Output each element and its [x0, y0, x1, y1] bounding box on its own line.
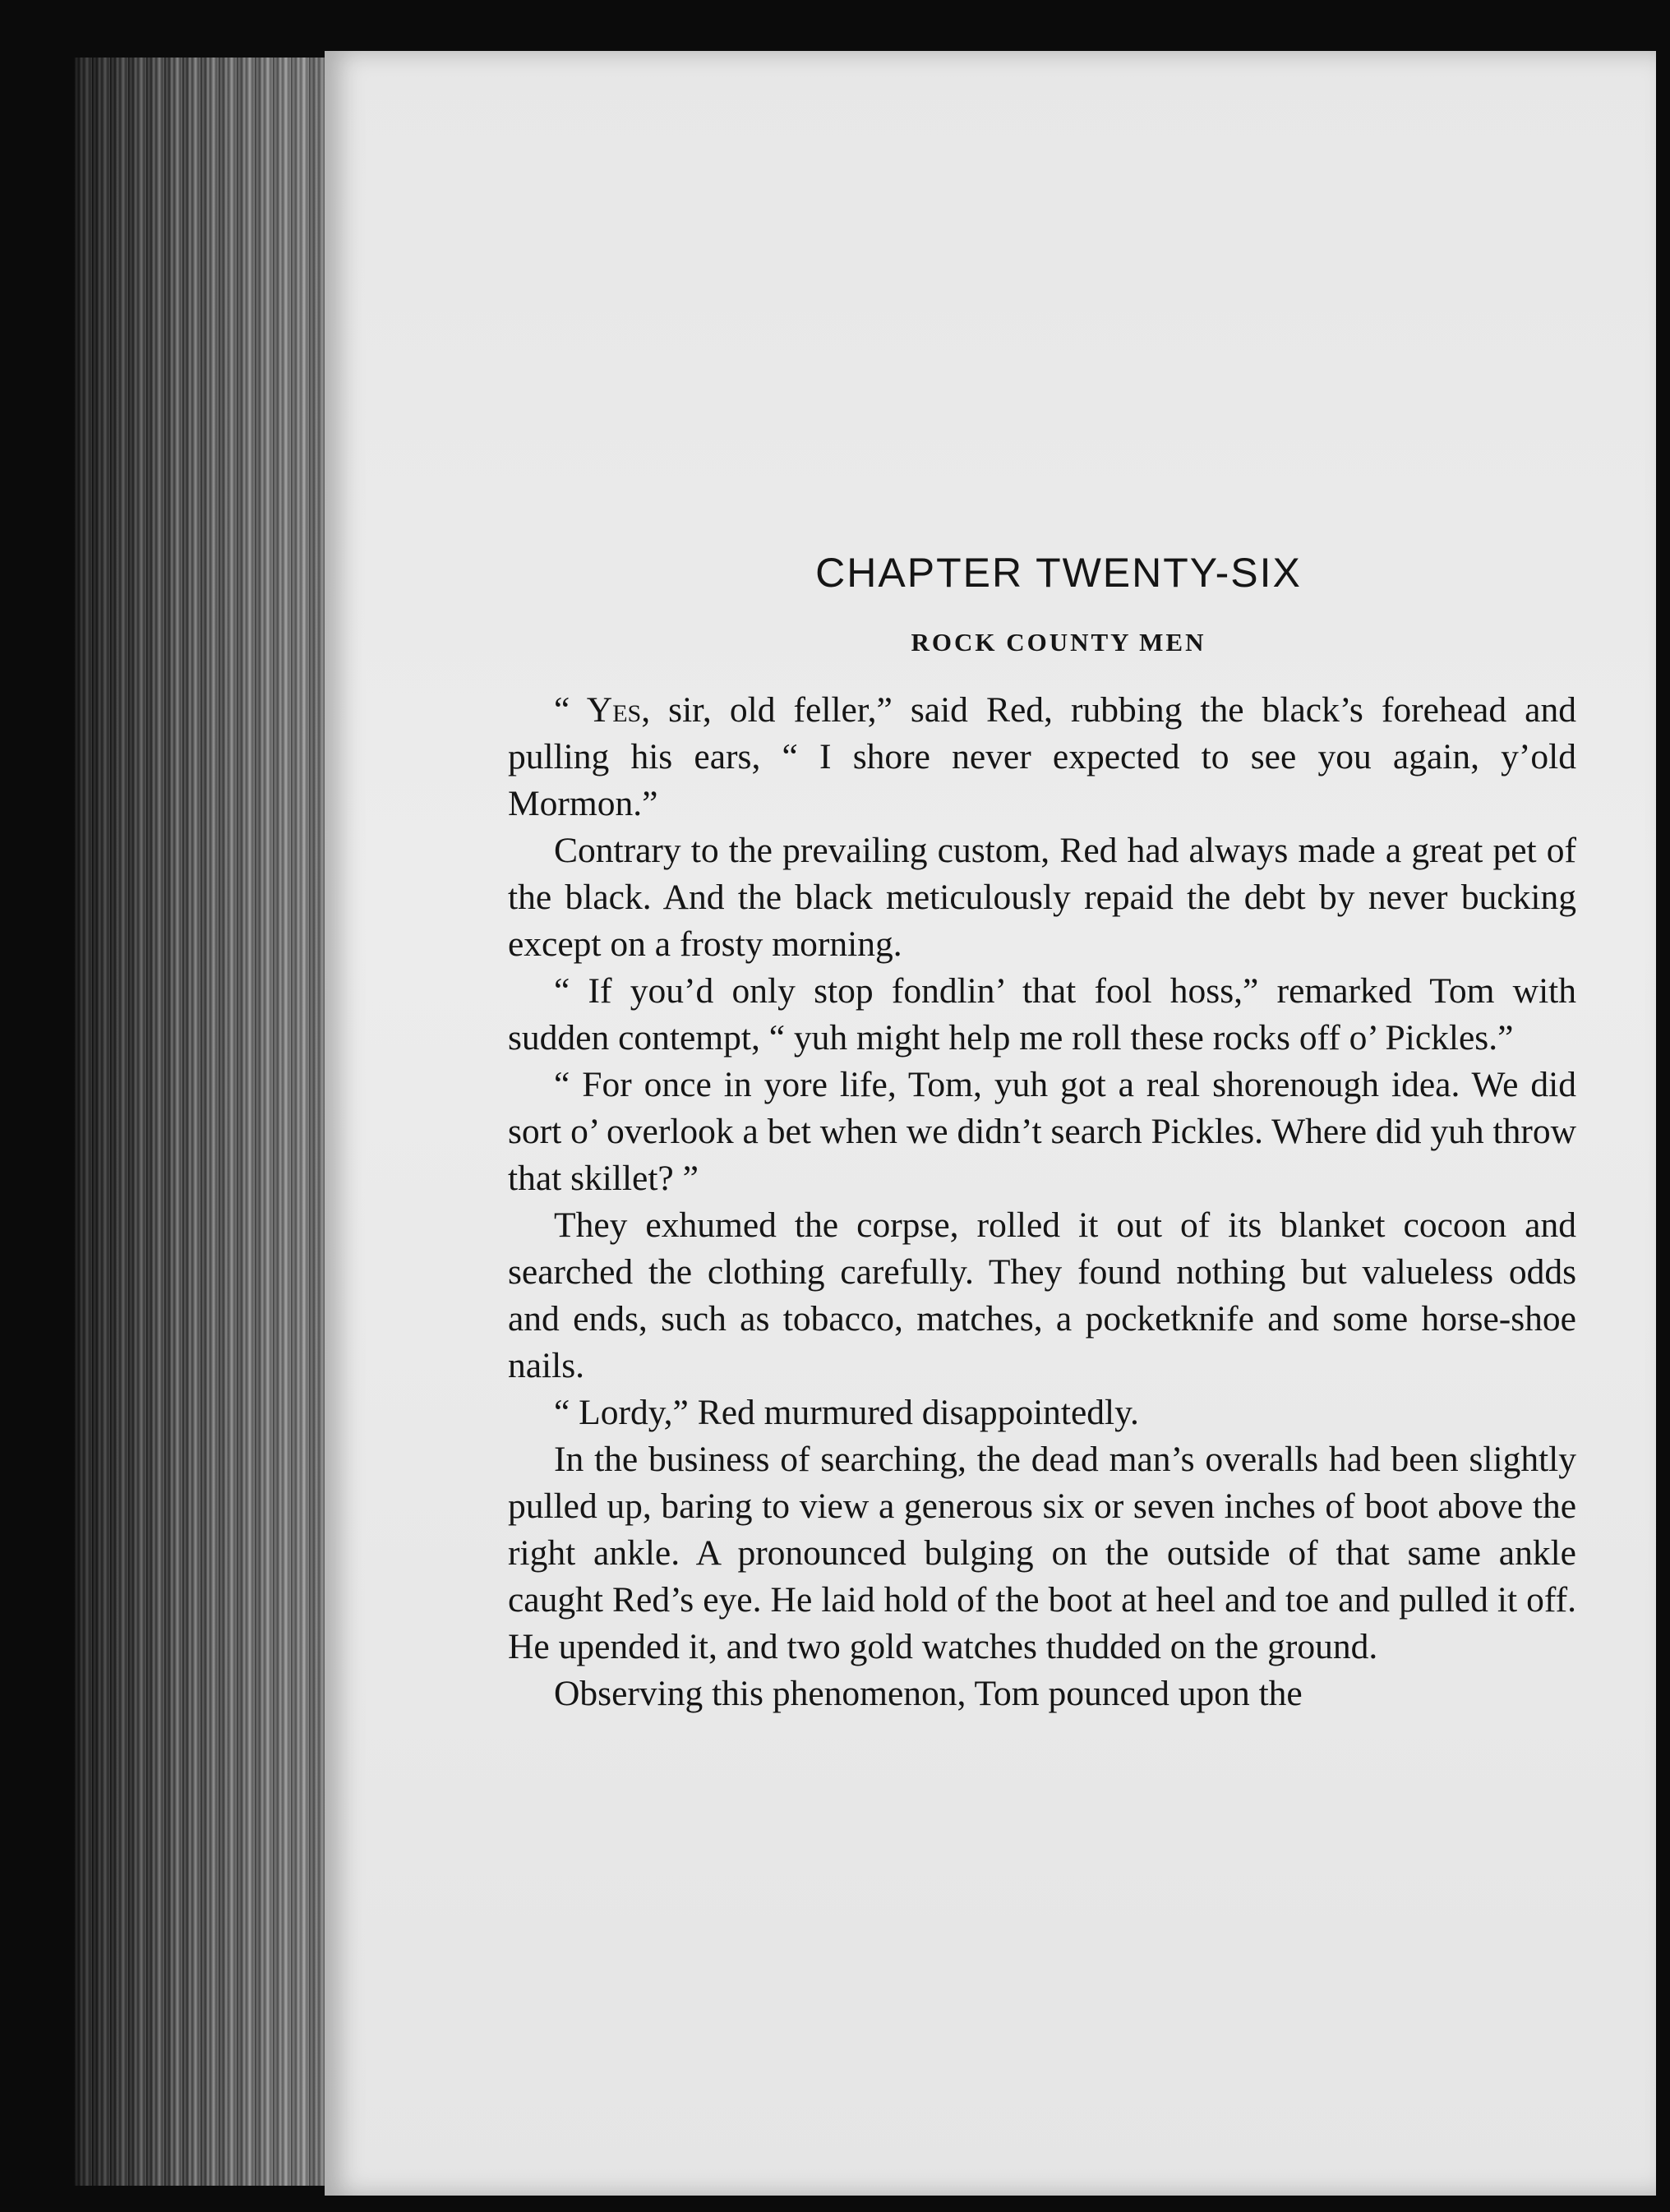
paragraph-5: They exhumed the corpse, rolled it out of its blanket cocoon and searched the clothing carefully. They found nothing but valueless odds and ends, such as tobacco, matches, a pocketknife and some horse-shoe nails.	[508, 1205, 1576, 1385]
paragraph-1-lead: “ Yes,	[554, 690, 651, 730]
page-body	[508, 534, 1576, 1717]
paragraph-1-text: sir, old feller,” said Red, rubbing the black’s forehead and pulling his ears, “ I shore never expected to see you again, y’old Mormon.”	[508, 690, 1576, 823]
chapter-title: CHAPTER TWENTY-SIX	[815, 550, 1302, 596]
paragraph-7: In the business of searching, the dead man’s overalls had been slightly pulled up, baring to view a generous six or seven inches of boot above the right ankle. A pronounced bulging on the outside of that same ankle caught Red’s eye. He laid hold of the boot at heel and toe and pulled it off. He upended it, and two gold watches thudded on the ground.	[508, 1440, 1576, 1666]
paragraph-1	[508, 687, 1576, 827]
paragraph-6: “ Lordy,” Red murmured disappointedly.	[554, 1393, 1139, 1432]
paragraph-2: Contrary to the prevailing custom, Red had always made a great pet of the black. And the black meticulously repaid the debt by never bucking except on a frosty morning.	[508, 831, 1576, 964]
paragraph-8: Observing this phenomenon, Tom pounced upon the	[554, 1674, 1303, 1713]
chapter-subtitle: ROCK COUNTY MEN	[911, 628, 1206, 657]
book-page-edges	[74, 58, 345, 2186]
paragraph-4: “ For once in yore life, Tom, yuh got a real shorenough idea. We did sort o’ overlook a bet when we didn’t search Pickles. Where did yuh throw that skillet? ”	[508, 1065, 1576, 1198]
paragraph-3: “ If you’d only stop fondlin’ that fool hoss,” remarked Tom with sudden contempt, “ yuh might help me roll these rocks off o’ Pickles.”	[508, 971, 1576, 1058]
